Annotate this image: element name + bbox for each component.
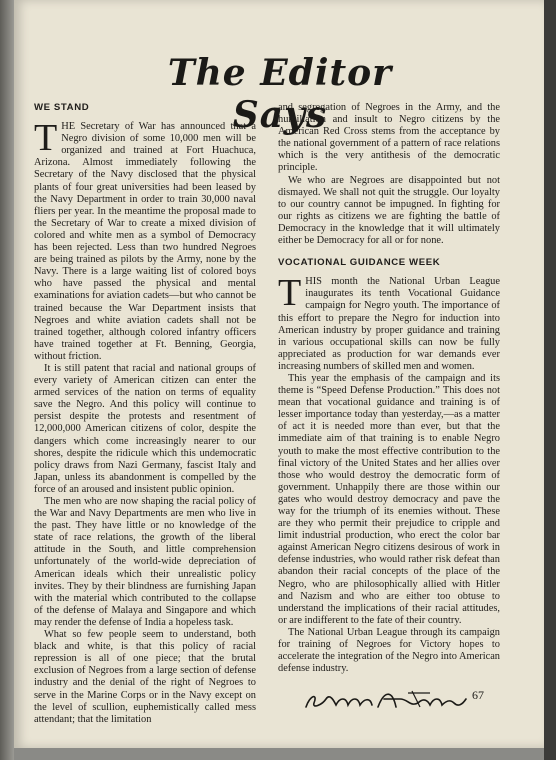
drop-cap: T bbox=[278, 272, 302, 315]
editorial-title: The Editor Says bbox=[167, 52, 393, 136]
book-binding bbox=[0, 0, 14, 760]
paragraph: THE Secretary of War has announced that a Negro division of some 10,000 men will be organized and trained at Fort Huachuca, Arizona. Almost immediately following the Secretary of the Navy disclosed that the physical plants of four great universities had been leased by the Navy Department in order to train 30,000 naval fliers per year. In the meantime the proposal made to the Secretary of War to create a mixed division of colored and white men as a symbol of Democracy has been rejected. Less than two hundred Negroes are being trained as pilots by the Army, none by the Navy. There is a large waiting list of colored boys who have passed the physical and mental examinations for aviation cadets—but who cannot be trained because the War Department insists that Negroes and white aviation cadets shall not be trained together, although colored infantry officers have trained together at Ft. Benning, Georgia, without friction. bbox=[34, 117, 256, 362]
paragraph: This year the emphasis of the campaign and its theme is “Speed Defense Production.” This does not mean that vocational guidance and training is of lesser importance today than yesterday,—as a matter of act it is needed more than ever, but that the immediate aim of that training is to enable Negro youth to make the most effective contribution to the final victory of the United States and her allies over those who would destroy the democratic form of government. Unhappily there are those within our gates who would destroy democracy and pave the way for the triumph of its enemies without. These are they who permit their prejudice to cripple and limit industrial production, who erect the color bar against American Negro citizens desirous of work in defense industries, who would rather risk defeat than abandon their racial concepts of the place of the Negro, who are philosophically allied with Hitler and Nazism and who are either too obtuse to understand the implications of their racial attitudes, or are indifferent to the fate of their country. bbox=[278, 372, 500, 626]
paragraph: and segregation of Negroes in the Army, and the humiliation and insult to Negro citizens by the American Red Cross stems from the acceptance by the national government of a pattern of race relations which is the very antithesis of the democratic principle. bbox=[278, 102, 500, 174]
section-heading-we-stand: WE STAND bbox=[34, 102, 90, 113]
editor-signature bbox=[300, 687, 470, 713]
paragraph: The men who are now shaping the racial policy of the War and Navy Departments are men who live in the past. They have little or no knowledge of the state of race relations, the growth of the liberal attitude in the South, and little comprehension unfortunately of the world-wide depreciation of American ideals which their unrealistic policy invites. They by their blindness are furnishing Japan with the material which contributed to the collapse of the defense of Malaya and Singapore and which may render the defense of India a hopeless task. bbox=[34, 496, 256, 628]
page-number: 67 bbox=[472, 688, 484, 702]
paragraph: We who are Negroes are disappointed but not dismayed. We shall not quit the struggle. Our loyalty to our country cannot be impugned. In fighting for our rights as citizens we are fighting the battle of Democracy in the knowledge that it will ultimately either be Democracy for all or for none. bbox=[278, 174, 500, 247]
drop-cap: T bbox=[34, 117, 58, 160]
paragraph: THIS month the National Urban League inaugurates its tenth Vocational Guidance campaign for Negro youth. The importance of this effort to prepare the Negro for induction into American industry by proper guidance and training in various occupational skills can now be fully appreciated as production for war demands ever increasing numbers of skilled men and women. bbox=[278, 272, 500, 372]
page-edge-bottom bbox=[14, 748, 544, 760]
paragraph: It is still patent that racial and national groups of every variety of American citizen can enter the armed services of the nation on terms of equality save the Negro. And this policy will continue to persist despite the protests and resentment of 12,000,000 American citizens of color, despite the dangers which come increasingly nearer to our shores, despite the ridicule which this undemocratic policy draws from Nazi Germany, fascist Italy and Japan, unless its abandonment is compelled by the force of an aroused and insistent public opinion. bbox=[34, 362, 256, 495]
paragraph: The National Urban League through its campaign for training of Negroes for Victory hopes to accelerate the integration of the Negro into American defense industry. bbox=[278, 626, 500, 675]
section-heading-vocational-guidance-week: VOCATIONAL GUIDANCE WEEK bbox=[278, 257, 441, 269]
left-column bbox=[34, 102, 256, 726]
page-edge-right bbox=[544, 0, 556, 760]
right-column bbox=[278, 102, 500, 675]
paragraph: What so few people seem to understand, both black and white, is that this policy of racial repression is all of one piece; that the brutal exclusion of Negroes from a large section of defense industry and the denial of the right of Negroes to serve in the Marine Corps or in the Navy except on the level of scullion, euphemistically called mess attendant; that the limitation bbox=[34, 629, 256, 725]
